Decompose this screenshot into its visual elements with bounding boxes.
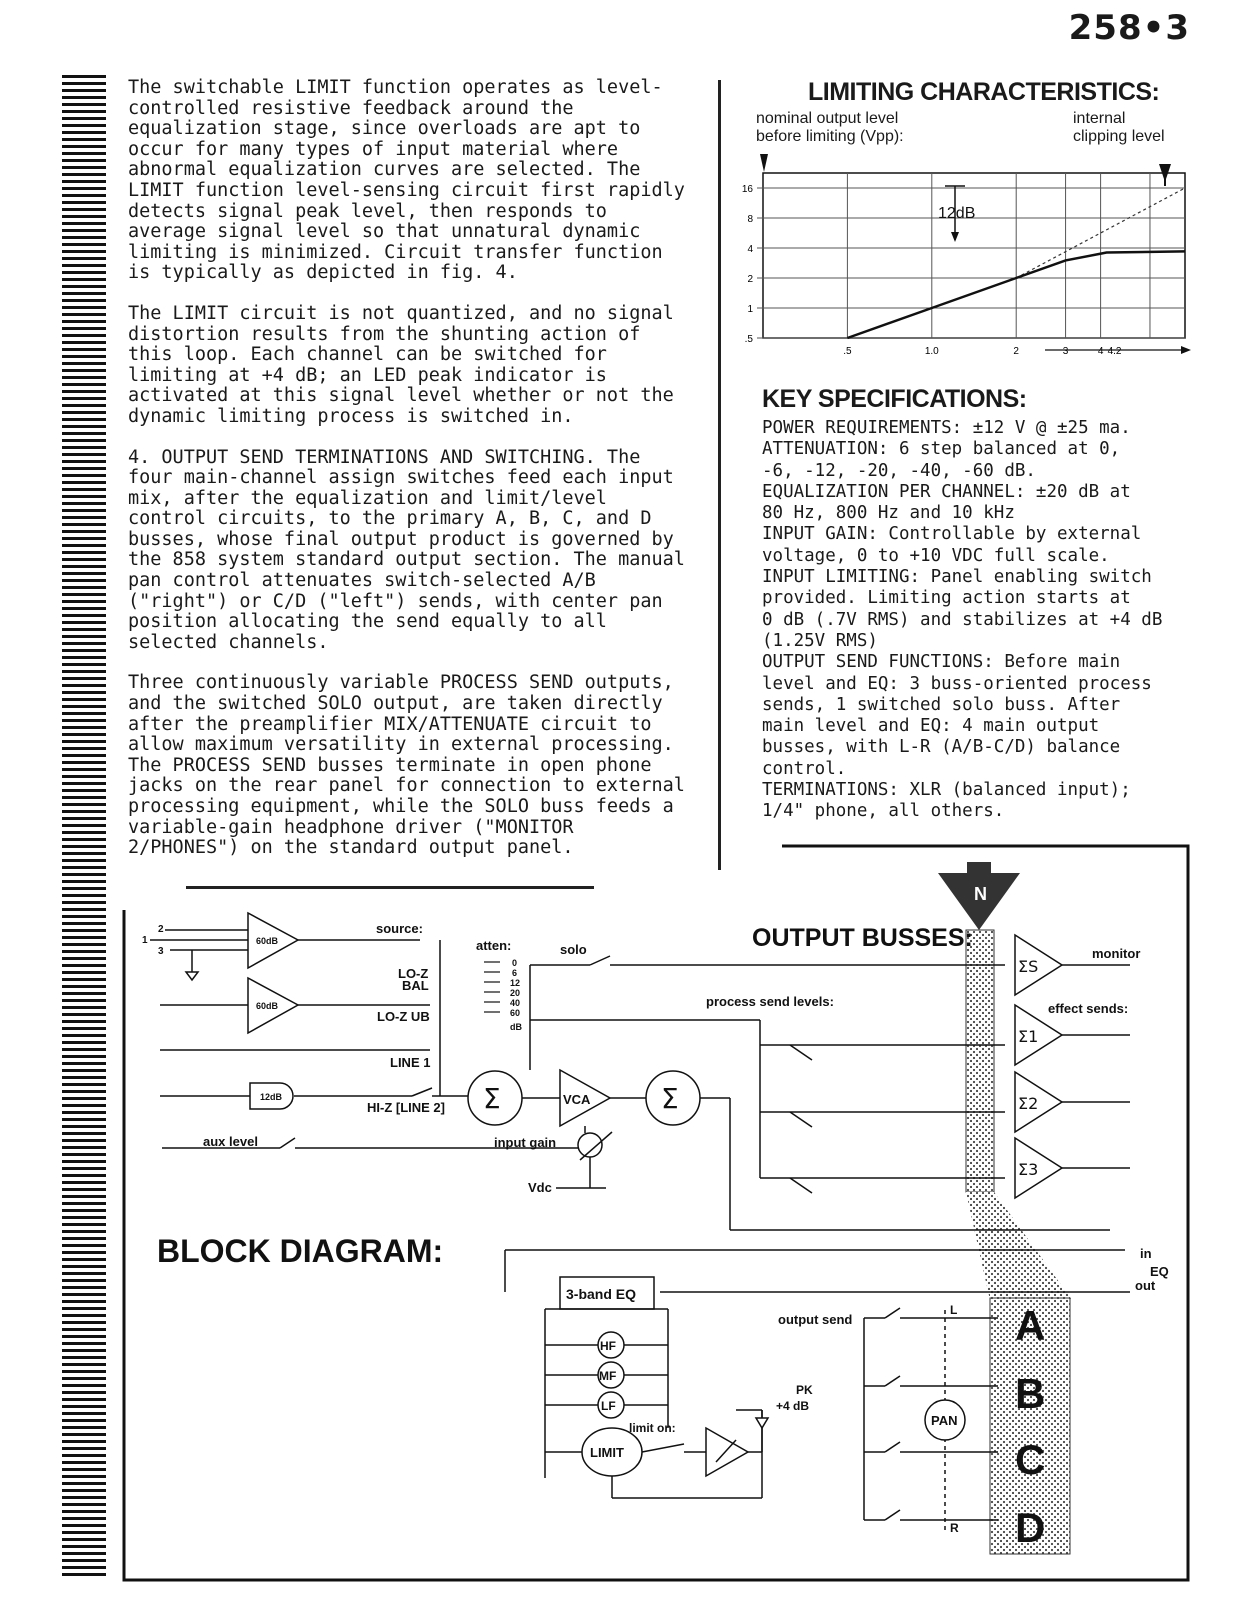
label-source: source:: [376, 921, 423, 936]
label-pan: PAN: [931, 1413, 958, 1428]
main-buss-c: C: [1015, 1436, 1046, 1483]
spec-line: OUTPUT SEND FUNCTIONS: Before main: [762, 652, 1121, 673]
label-l: L: [950, 1303, 958, 1317]
label-hf: HF: [600, 1339, 616, 1353]
spec-line: EQUALIZATION PER CHANNEL: ±20 dB at: [762, 481, 1131, 502]
label-eq: EQ: [1150, 1264, 1169, 1279]
atten-step-20: 20: [510, 988, 521, 998]
chart-y-tick: 8: [747, 214, 753, 225]
solo-switch: [590, 956, 610, 965]
output-buss-column: [966, 930, 994, 1192]
hiz-switch: [412, 1088, 432, 1096]
spec-line: POWER REQUIREMENTS: ±12 V @ ±25 ma.: [762, 418, 1131, 438]
output-busses-title: OUTPUT BUSSES:: [752, 924, 973, 952]
label-lo-z-ub: LO-Z UB: [377, 1009, 430, 1024]
chart-right-label-line2: clipping level: [1073, 128, 1165, 145]
label-in: in: [1140, 1246, 1152, 1261]
paragraph-output-send: 4. OUTPUT SEND TERMINATIONS AND SWITCHING. The four main-channel assign switches feed each input mix, after the equalization and limit/level control circuits, to the primary A, B, C, and D busses, whose final output product is governed by the 858 system standard output section. The manual pan control attenuates switch-selected A/B ("right") or C/D ("left") sends, with center pan position allocating the send equally to all selected channels.: [128, 446, 685, 653]
label-pin-1: 1: [142, 935, 148, 946]
key-specs-title: KEY SPECIFICATIONS:: [762, 385, 1027, 413]
spec-line: control.: [762, 758, 847, 779]
atten-step-40: 40: [510, 998, 521, 1008]
label-process-send-levels: process send levels:: [706, 994, 834, 1009]
main-buss-b: B: [1015, 1370, 1046, 1417]
spec-line: voltage, 0 to +10 VDC full scale.: [762, 545, 1110, 566]
sum2-symbol: Σ: [661, 1082, 679, 1115]
atten-step-0: 0: [512, 958, 518, 968]
label-pin-2: 2: [158, 924, 164, 935]
label-out: out: [1135, 1278, 1156, 1293]
buss-label-s: ΣS: [1018, 957, 1039, 976]
label-limit: LIMIT: [590, 1445, 624, 1460]
chart-title: LIMITING CHARACTERISTICS:: [808, 78, 1160, 106]
chart-annotation: 12dB: [938, 205, 976, 222]
page-number: 258•3: [1068, 8, 1190, 48]
spec-line: TERMINATIONS: XLR (balanced input);: [762, 780, 1131, 801]
spec-line: 0 dB (.7V RMS) and stabilizes at +4 dB: [762, 609, 1163, 630]
spec-line: provided. Limiting action starts at: [762, 588, 1131, 609]
spec-line: busses, with L-R (A/B-C/D) balance: [762, 737, 1121, 758]
chart-y-tick: 4: [747, 244, 753, 255]
block-diagram-title: BLOCK DIAGRAM:: [157, 1233, 444, 1269]
main-buss-a: A: [1015, 1302, 1046, 1349]
n-label: N: [974, 884, 987, 904]
spec-line: -6, -12, -20, -40, -60 dB.: [762, 460, 1036, 481]
limit-switch: [642, 1444, 684, 1452]
chart-y-tick: 16: [741, 184, 753, 195]
chart-x-tick: 2: [1013, 346, 1019, 357]
label-mf: MF: [599, 1369, 617, 1383]
chart-x-tick: 4.2: [1107, 346, 1122, 357]
chart-x-tick: 3: [1062, 346, 1069, 357]
pot-3: [790, 1178, 812, 1193]
chart-x-tick: .5: [843, 346, 852, 357]
led-indicator: [756, 1418, 768, 1428]
label-lo-z-bal-2: BAL: [402, 978, 429, 993]
buss-label-3: Σ3: [1018, 1160, 1039, 1179]
label-input-gain: input gain: [494, 1135, 557, 1150]
limit-detector: [706, 1428, 748, 1476]
label-vdc: Vdc: [528, 1180, 552, 1195]
label-limit-on: limit on:: [629, 1421, 676, 1435]
spec-line: 80 Hz, 800 Hz and 10 kHz: [762, 503, 1015, 524]
spec-line: 1/4" phone, all others.: [762, 801, 1005, 822]
label-pk: PK: [796, 1383, 813, 1397]
attenuator-steps: [484, 962, 500, 1012]
spec-line: (1.25V RMS): [762, 630, 878, 651]
main-buss-d: D: [1015, 1504, 1046, 1551]
chart-left-label-line2: before limiting (Vpp):: [756, 128, 904, 145]
label-3band-eq: 3-band EQ: [566, 1286, 637, 1302]
ground-symbol: [186, 972, 198, 980]
label-r: R: [950, 1521, 959, 1535]
spec-line: INPUT LIMITING: Panel enabling switch: [762, 567, 1152, 588]
buss-label-1: Σ1: [1018, 1027, 1039, 1046]
pot-2: [790, 1112, 812, 1127]
buss-diagonal-band: [966, 1192, 1072, 1300]
label-vca: VCA: [563, 1092, 591, 1107]
atten-step-12: 12: [510, 978, 521, 988]
label-aux-level: aux level: [203, 1134, 258, 1149]
spec-line: level and EQ: 3 buss-oriented process: [762, 673, 1152, 694]
label-60db-a: 60dB: [256, 936, 279, 946]
label-output-send: output send: [778, 1312, 853, 1327]
sum1-symbol: Σ: [483, 1082, 501, 1115]
spec-line: INPUT GAIN: Controllable by external: [762, 524, 1142, 545]
paragraph-process-send: Three continuously variable PROCESS SEND outputs, and the switched SOLO output, are taken directly after the preamplifier MIX/ATTENUATE circuit to allow maximum versatility in external processing. The PROCESS SEND busses terminate in open phone jacks on the rear panel for connection to external processing equipment, while the SOLO buss feeds a variable-gain headphone driver ("MONITOR 2/PHONES") on the standard output panel.: [128, 672, 685, 859]
chart-y-tick: 2: [747, 274, 753, 285]
input-gain-control: [578, 1133, 602, 1157]
chart-x-tick: 1.0: [924, 346, 939, 357]
label-60db-b: 60dB: [256, 1001, 279, 1011]
spec-line: sends, 1 switched solo buss. After: [762, 694, 1121, 715]
label-pin-3: 3: [158, 946, 164, 957]
chart-x-tick: 4: [1097, 346, 1104, 357]
label-12db: 12dB: [260, 1092, 283, 1102]
spec-line: ATTENUATION: 6 step balanced at 0,: [762, 439, 1121, 460]
n-funnel-top: [967, 862, 991, 874]
aux-switch: [280, 1138, 295, 1148]
chart-y-tick: .5: [744, 334, 753, 345]
label-solo: solo: [560, 942, 587, 957]
label-atten: atten:: [476, 938, 512, 953]
chart-y-tick: 1: [747, 304, 753, 315]
pot-1: [790, 1045, 812, 1060]
atten-step-60: 60: [510, 1008, 521, 1018]
buss-label-2: Σ2: [1018, 1094, 1039, 1113]
label-monitor: monitor: [1092, 946, 1141, 961]
buss-outputs: [1062, 965, 1130, 1168]
paragraph-limit-circuit: The LIMIT circuit is not quantized, and no signal distortion results from the shunting action of this loop. Each channel can be switched for limiting at +4 dB; an LED peak indicator is activated at this signal level whether or not the dynamic limiting process is switched in.: [128, 302, 674, 427]
paragraph-limit-function: The switchable LIMIT function operates as level-controlled resistive feedback around the equalization stage, since overloads are apt to occur for many types of input material where abnormal equalization curves are selected. The LIMIT function level-sensing circuit first rapidly detects signal peak level, then responds to average signal level so that unnatural dynamic limiting is minimized. Circuit transfer function is typically as depicted in fig. 4.: [128, 77, 685, 284]
eq-section: [545, 1277, 768, 1498]
label-effect-sends: effect sends:: [1048, 1001, 1129, 1016]
atten-step-db: dB: [510, 1022, 522, 1032]
label-hi-z: HI-Z [LINE 2]: [367, 1100, 445, 1115]
chart-right-label-line1: internal: [1073, 110, 1126, 127]
label-pk-level: +4 dB: [776, 1399, 810, 1413]
atten-step-6: 6: [512, 968, 518, 978]
label-lo-z-bal-1: LO-Z: [398, 966, 429, 981]
label-line1: LINE 1: [390, 1055, 431, 1070]
chart-left-label-line1: nominal output level: [756, 110, 899, 127]
spec-line: main level and EQ: 4 main output: [762, 716, 1100, 737]
label-lf: LF: [601, 1399, 616, 1413]
